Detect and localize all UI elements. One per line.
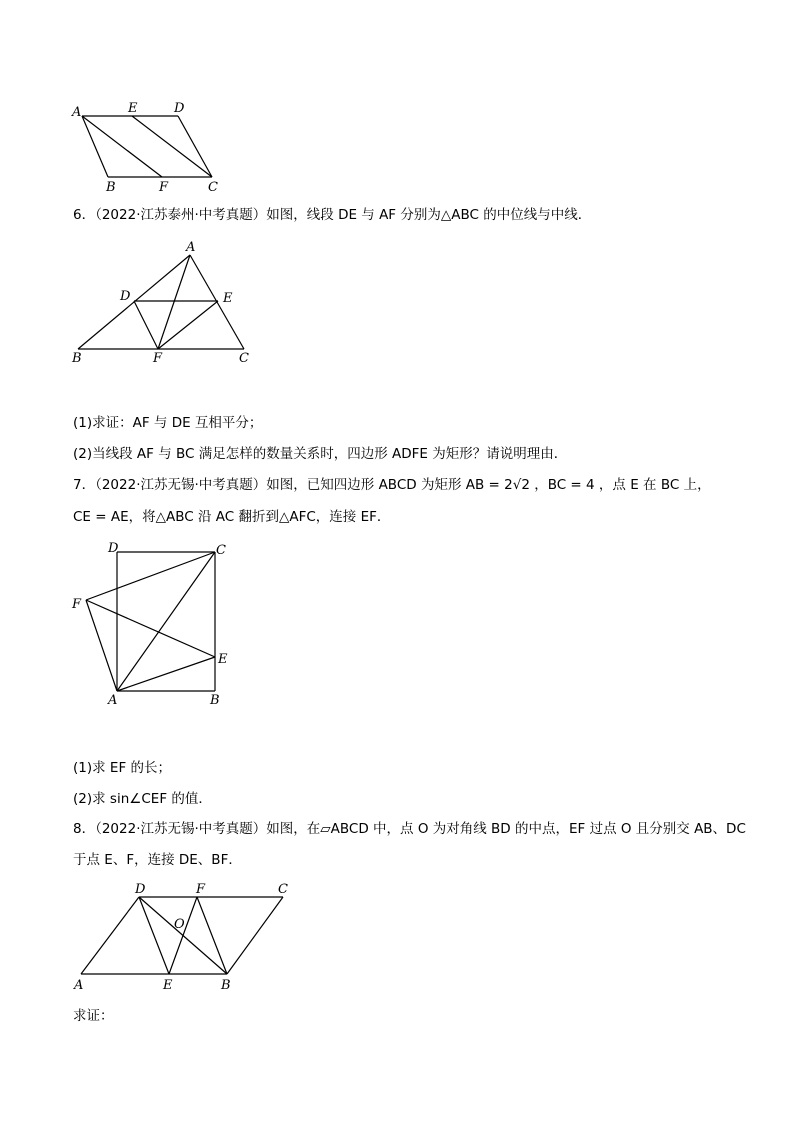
seg-ef [158, 301, 218, 349]
label-f: F [196, 882, 206, 897]
q7-stem-line1: 7．（2022·江苏无锡·中考真题）如图，已知四边形 ABCD 为矩形 AB = 2√2 ，BC = 4 ，点 E 在 BC 上， [73, 477, 711, 493]
label-e: E [223, 291, 233, 306]
figure-triangle-abc-q6 [66, 238, 266, 368]
label-b: B [210, 693, 220, 708]
seg-de [139, 897, 169, 974]
q8-stem-line1: 8．（2022·江苏无锡·中考真题）如图，在▱ABCD 中，点 O 为对角线 BD 的中点，EF 过点 O 且分别交 AB、DC [73, 821, 746, 837]
q6-stem: 6．（2022·江苏泰州·中考真题）如图，线段 DE 与 AF 分别为△ABC 的中位线与中线． [73, 207, 592, 223]
seg-ab [82, 116, 108, 177]
seg-af [82, 116, 162, 177]
seg-fa [86, 600, 117, 691]
label-e: E [128, 101, 138, 116]
seg-df [134, 301, 158, 349]
label-o: O [174, 917, 185, 932]
label-d: D [174, 101, 185, 116]
q6-part1: (1)求证：AF 与 DE 互相平分； [73, 415, 263, 431]
label-a: A [186, 240, 196, 255]
label-c: C [278, 882, 288, 897]
label-f: F [159, 180, 169, 195]
figure-parallelogram-aedbfc [60, 98, 240, 198]
label-b: B [72, 351, 82, 366]
label-c: C [208, 180, 218, 195]
label-c: C [216, 543, 226, 558]
label-d: D [135, 882, 146, 897]
seg-dc [178, 116, 212, 177]
seg-ad [81, 897, 139, 974]
label-d: D [108, 541, 119, 556]
label-a: A [72, 105, 82, 120]
label-c: C [239, 351, 249, 366]
label-e: E [218, 652, 228, 667]
seg-ef [169, 897, 197, 974]
q7-part1: (1)求 EF 的长； [73, 760, 172, 776]
label-f: F [153, 351, 163, 366]
seg-ec [132, 116, 212, 177]
figure-parallelogram-abcd-q8 [66, 878, 306, 998]
q8-prompt: 求证： [73, 1008, 114, 1024]
seg-ae [117, 657, 215, 691]
q7-part2: (2)求 sin∠CEF 的值． [73, 791, 212, 807]
label-a: A [108, 693, 118, 708]
seg-fb [197, 897, 227, 974]
label-b: B [221, 978, 231, 993]
label-a: A [74, 978, 84, 993]
q6-part2: (2)当线段 AF 与 BC 满足怎样的数量关系时，四边形 ADFE 为矩形？请说明理由． [73, 446, 568, 462]
figure-rectangle-abcd-q7 [62, 538, 252, 718]
label-e: E [163, 978, 173, 993]
label-f: F [72, 597, 82, 612]
label-b: B [106, 180, 116, 195]
seg-fe [86, 600, 215, 657]
seg-ac [117, 552, 215, 691]
seg-bc [227, 897, 283, 974]
seg-fc [86, 552, 215, 600]
q8-stem-line2: 于点 E、F，连接 DE、BF． [73, 852, 242, 868]
label-d: D [120, 289, 131, 304]
q7-stem-line2: CE = AE，将△ABC 沿 AC 翻折到△AFC，连接 EF． [73, 509, 391, 525]
